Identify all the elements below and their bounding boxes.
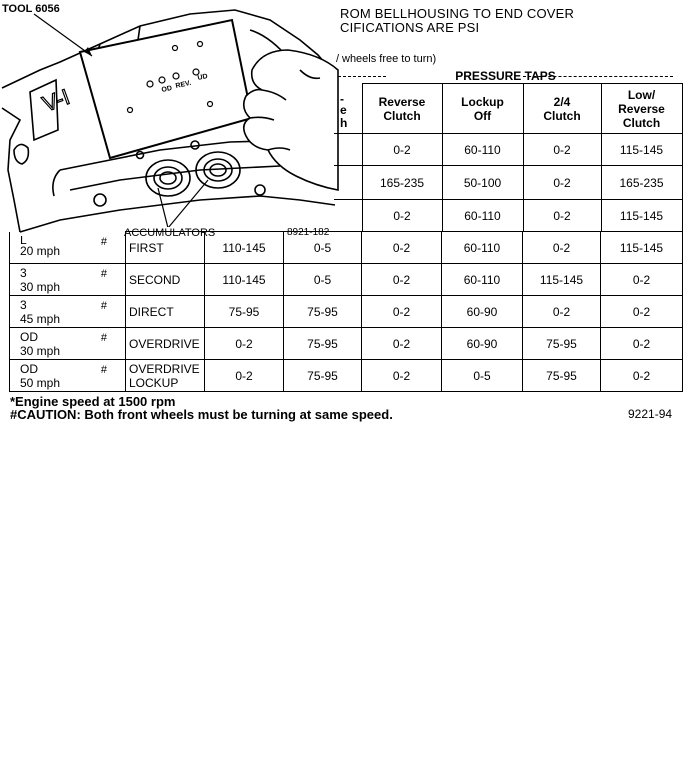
caution-mark: # <box>100 300 107 312</box>
header-reverse-clutch <box>362 84 442 134</box>
cell-pressure-1: 110-145 <box>205 264 284 296</box>
header-reverse-clutch-l1: Reverse <box>378 94 426 109</box>
cell-low-reverse: 165-235 <box>601 166 682 200</box>
cell-gear: FIRST <box>126 232 205 264</box>
cell-pressure-1: 0-2 <box>205 360 284 392</box>
cell-lockup-off: 60-90 <box>442 296 523 328</box>
cell-gear: DIRECT <box>126 296 205 328</box>
accumulator-bores <box>146 152 240 196</box>
cell-lockup-off: 60-90 <box>442 328 523 360</box>
cell-condition <box>10 360 126 392</box>
condition-speed: 30 mph <box>20 343 61 358</box>
cell-lockup-off: 50-100 <box>442 166 523 200</box>
cell-pressure-2: 75-95 <box>284 360 362 392</box>
cell-gear: OVERDRIVE LOCKUP <box>126 360 205 392</box>
cell-lockup-off: 60-110 <box>442 134 523 166</box>
cell-reverse-clutch: 0-2 <box>362 264 442 296</box>
cell-reverse-clutch: 165-235 <box>362 166 442 200</box>
header-2-4-clutch <box>523 84 601 134</box>
valve-body-illustration <box>0 0 340 250</box>
dash-left <box>338 76 386 77</box>
table-row <box>10 264 683 296</box>
partial-header-char: h <box>340 116 348 130</box>
header-2-4-clutch-l2: Clutch <box>543 108 581 123</box>
cell-pressure-2: 75-95 <box>284 296 362 328</box>
condition-speed: 45 mph <box>20 311 61 326</box>
cell-condition <box>10 296 126 328</box>
cell-lockup-off: 60-110 <box>442 232 523 264</box>
tool-label: TOOL 6056 <box>2 3 60 15</box>
casting-lettering: V-I <box>39 84 73 117</box>
dash-right <box>523 76 673 77</box>
header-line-2: CIFICATIONS ARE PSI <box>340 20 480 35</box>
header-low-reverse-l2: Reverse <box>618 101 665 116</box>
table-header-row <box>334 84 682 134</box>
cell-reverse-clutch: 0-2 <box>362 296 442 328</box>
partial-cell <box>334 200 362 232</box>
caution-mark: # <box>100 364 107 376</box>
cell-low-reverse: 0-2 <box>601 328 683 360</box>
cell-reverse-clutch: 0-2 <box>362 360 442 392</box>
cell-pressure-2: 0-5 <box>284 232 362 264</box>
table-row <box>10 296 683 328</box>
cell-2-4-clutch: 0-2 <box>523 166 601 200</box>
table-row <box>10 328 683 360</box>
condition-range: L <box>20 236 27 245</box>
cell-2-4-clutch: 0-2 <box>523 296 601 328</box>
condition-range: 3 <box>20 265 27 280</box>
header-low-reverse-l3: Clutch <box>622 115 661 130</box>
cell-gear: OVERDRIVE <box>126 328 205 360</box>
cell-low-reverse: 115-145 <box>601 134 682 166</box>
header-lockup-off-l1: Lockup <box>461 94 504 109</box>
partial-cell <box>334 166 362 200</box>
cell-condition <box>10 328 126 360</box>
table-row <box>334 134 682 166</box>
pressure-taps-title: PRESSURE TAPS <box>452 69 558 83</box>
cell-reverse-clutch: 0-2 <box>362 232 442 264</box>
cell-2-4-clutch: 0-2 <box>523 200 601 232</box>
cell-pressure-2: 0-5 <box>284 264 362 296</box>
cell-pressure-2: 75-95 <box>284 328 362 360</box>
table-row <box>334 200 682 232</box>
cell-2-4-clutch: 75-95 <box>523 328 601 360</box>
condition-range: OD <box>20 361 38 376</box>
hand-drawing <box>244 50 338 190</box>
accumulator-leader-1 <box>158 188 168 228</box>
cell-lockup-off: 60-110 <box>442 200 523 232</box>
header-line-3-text: wheels free to turn) <box>342 53 437 65</box>
cell-condition <box>10 232 126 264</box>
caution-mark: # <box>100 268 107 280</box>
pressure-taps-header <box>338 69 673 83</box>
condition-speed: 50 mph <box>20 375 61 390</box>
partial-cell <box>334 134 362 166</box>
cell-low-reverse: 0-2 <box>601 264 683 296</box>
footnote-caution: #CAUTION: Both front wheels must be turning at same speed. <box>10 407 393 422</box>
cell-reverse-clutch: 0-2 <box>362 328 442 360</box>
condition-range: OD <box>20 329 38 344</box>
cell-low-reverse: 115-145 <box>601 232 683 264</box>
condition-speed: 30 mph <box>20 279 61 294</box>
footnote-engine-speed: *Engine speed at 1500 rpm <box>10 394 176 409</box>
cell-2-4-clutch: 75-95 <box>523 360 601 392</box>
header-reverse-clutch-l2: Clutch <box>383 108 421 123</box>
cell-2-4-clutch: 0-2 <box>523 232 601 264</box>
pressure-table-upper <box>334 83 683 232</box>
cell-low-reverse: 0-2 <box>601 360 683 392</box>
cell-lockup-off: 60-110 <box>442 264 523 296</box>
cell-pressure-1: 0-2 <box>205 328 284 360</box>
partial-header-dash: - <box>340 92 344 106</box>
header-line-1: ROM BELLHOUSING TO END COVER <box>340 6 575 21</box>
cell-2-4-clutch: 0-2 <box>523 134 601 166</box>
cell-low-reverse: 0-2 <box>601 296 683 328</box>
plate-label-od: OD <box>160 84 173 94</box>
partial-col-head <box>334 84 362 134</box>
partial-header-char-e: e <box>340 103 347 117</box>
cell-pressure-1: 110-145 <box>205 232 284 264</box>
condition-speed: 20 mph <box>20 244 61 259</box>
cell-gear: SECOND <box>126 264 205 296</box>
header-lockup-off-l2: Off <box>473 108 492 123</box>
figure-number: 9221-94 <box>628 407 673 421</box>
tool-leader-line <box>34 14 92 56</box>
cell-2-4-clutch: 115-145 <box>523 264 601 296</box>
cell-lockup-off: 0-5 <box>442 360 523 392</box>
table-row <box>10 232 683 264</box>
header-low-reverse-l1: Low/ <box>627 87 656 102</box>
header-lockup-off <box>442 84 523 134</box>
plate-label-ud: UD <box>196 73 209 82</box>
cell-low-reverse: 115-145 <box>601 200 682 232</box>
pressure-table-lower <box>9 231 683 392</box>
cell-reverse-clutch: 0-2 <box>362 134 442 166</box>
header-line-3: / wheels free to turn) <box>336 53 437 65</box>
table-row <box>10 360 683 392</box>
condition-range: 3 <box>20 297 27 312</box>
table-row <box>334 166 682 200</box>
header-2-4-clutch-l1: 2/4 <box>553 94 571 109</box>
figure-code-label: 8921-182 <box>287 227 330 238</box>
caution-mark: # <box>100 332 107 344</box>
caution-mark: # <box>100 235 107 248</box>
cell-condition <box>10 264 126 296</box>
cell-pressure-1: 75-95 <box>205 296 284 328</box>
accumulators-label: ACCUMULATORS <box>124 227 216 239</box>
header-low-reverse-clutch <box>601 84 682 134</box>
plate-label-rev: REV. <box>174 79 192 90</box>
cell-reverse-clutch: 0-2 <box>362 200 442 232</box>
